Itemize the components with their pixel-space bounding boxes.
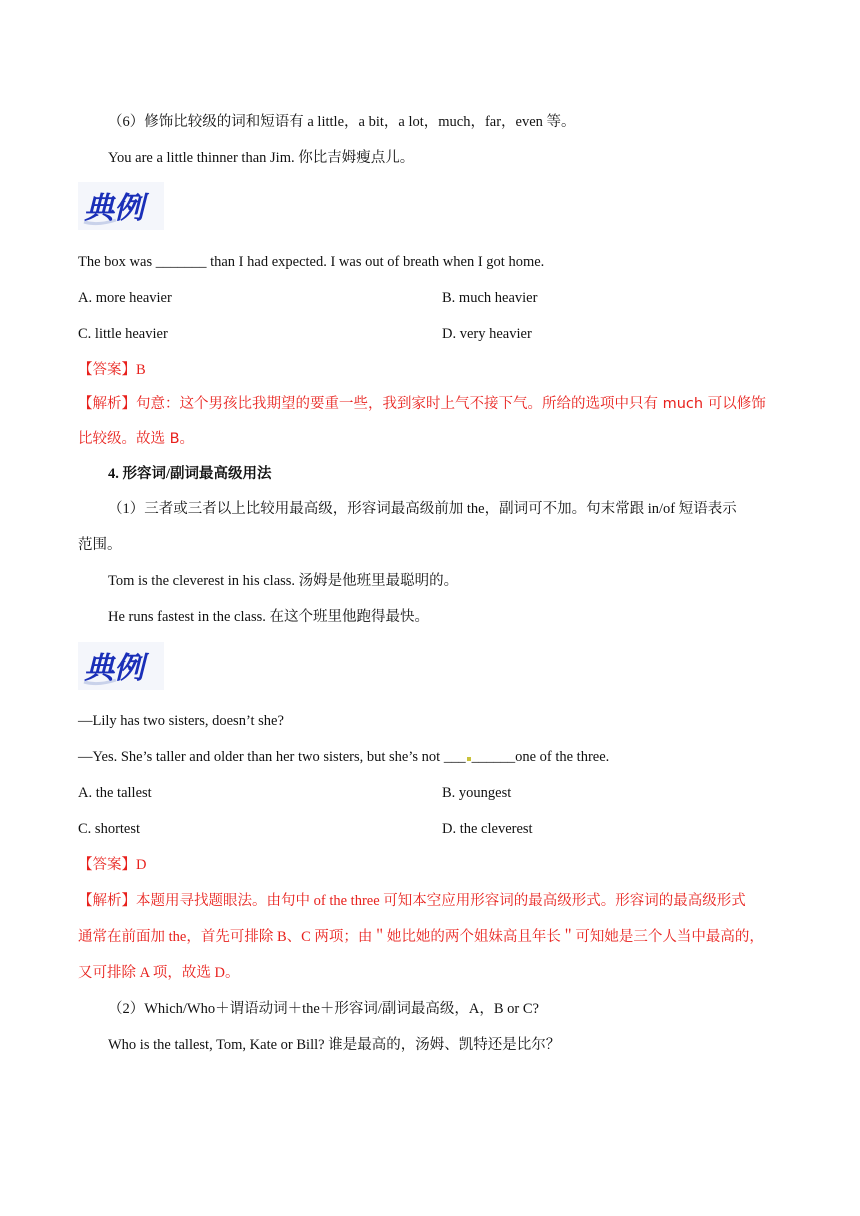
section-4-heading: 4. 形容词/副词最高级用法 xyxy=(108,466,272,482)
rule-2-example: Who is the tallest, Tom, Kate or Bill? 谁是最高的，汤姆、凯特还是比尔？ xyxy=(108,1037,561,1053)
dialog-line-2 xyxy=(78,747,609,767)
svg-text:典例: 典例 xyxy=(84,191,144,226)
option-b-a: A. the tallest xyxy=(78,785,152,801)
dialog-line-2-after: ______one of the three. xyxy=(471,749,610,765)
dialog-line-1: —Lily has two sisters, doesn’t she? xyxy=(78,713,284,729)
analysis-a-line2: 比较级。故选 B。 xyxy=(78,431,195,447)
rule-6-text: （6）修饰比较级的词和短语有 a little，a bit，a lot，much，far，even 等。 xyxy=(108,114,576,130)
rule-2-text: （2）Which/Who＋谓语动词＋the＋形容词/副词最高级，A，B or C? xyxy=(108,1001,539,1017)
rule-1-line2: 范围。 xyxy=(78,537,122,553)
example-badge-icon xyxy=(78,642,164,690)
dialog-line-2-before: —Yes. She’s taller and older than her two sisters, but she’s not ___ xyxy=(78,749,466,765)
question-a: The box was _______ than I had expected. I was out of breath when I got home. xyxy=(78,254,545,270)
option-a-d: D. very heavier xyxy=(442,326,532,342)
option-a-a: A. more heavier xyxy=(78,290,172,306)
analysis-a-line1: 【解析】句意：这个男孩比我期望的要重一些，我到家时上气不接下气。所给的选项中只有 much 可以修饰 xyxy=(78,396,766,412)
rule-1-line1: （1）三者或三者以上比较用最高级，形容词最高级前加 the，副词可不加。句末常跟 in/of 短语表示 xyxy=(108,501,737,517)
analysis-b-line1: 【解析】本题用寻找题眼法。由句中 of the three 可知本空应用形容词的最高级形式。形容词的最高级形式 xyxy=(78,893,746,909)
option-a-c: C. little heavier xyxy=(78,326,168,342)
option-b-d: D. the cleverest xyxy=(442,821,533,837)
rule-1-example1: Tom is the cleverest in his class. 汤姆是他班里最聪明的。 xyxy=(108,573,459,589)
svg-text:典例: 典例 xyxy=(84,651,144,686)
example-badge-icon xyxy=(78,182,164,230)
analysis-b-line2: 通常在前面加 the，首先可排除 B、C 两项；由＂她比她的两个姐妹高且年长＂可知她是三个人当中最高的， xyxy=(78,929,764,945)
option-a-b: B. much heavier xyxy=(442,290,538,306)
answer-a: 【答案】B xyxy=(78,362,146,378)
rule-6-example: You are a little thinner than Jim. 你比吉姆瘦点儿。 xyxy=(108,150,415,166)
option-b-c: C. shortest xyxy=(78,821,141,837)
blank-marker xyxy=(467,757,471,761)
rule-1-example2: He runs fastest in the class. 在这个班里他跑得最快。 xyxy=(108,609,429,625)
option-b-b: B. youngest xyxy=(442,785,512,801)
analysis-b-line3: 又可排除 A 项，故选 D。 xyxy=(78,965,240,981)
answer-b: 【答案】D xyxy=(78,857,147,873)
